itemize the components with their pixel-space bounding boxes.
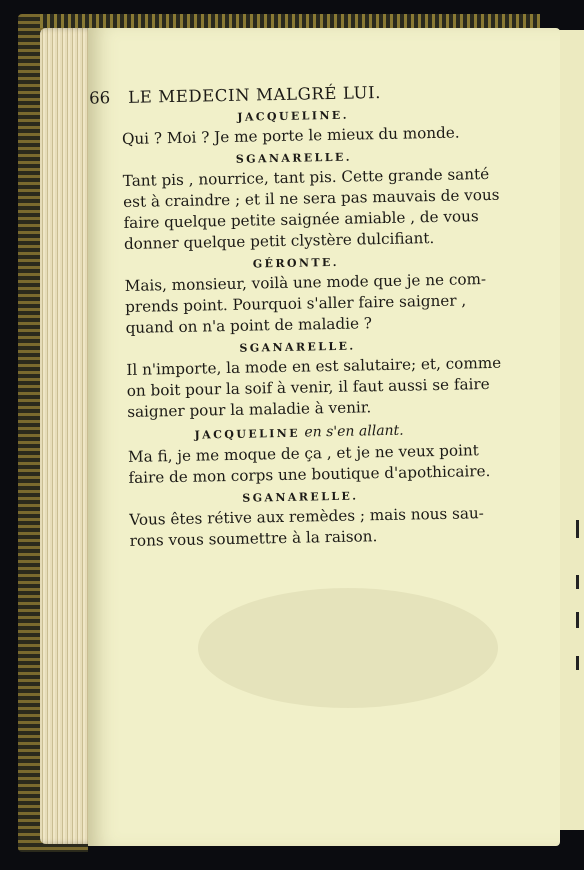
text-line: Il n'importe, la mode en est salutaire; et, comme [126, 353, 502, 379]
text-line: saigner pour la maladie à venir. [127, 398, 372, 421]
speaker-label: GÉRONTE. [252, 255, 340, 271]
page-text [89, 81, 502, 551]
text-line: quand on n'a point de maladie ? [125, 314, 373, 337]
text-line: est à craindre ; et il ne sera pas mauvais de vous [123, 185, 500, 211]
text-line: faire de mon corps une boutique d'apothicaire. [128, 461, 491, 487]
text-line: prends point. Pourquoi s'aller faire saigner , [125, 291, 467, 316]
text-line: donner quelque petit clystère dulcifiant. [123, 229, 435, 253]
text-line: Vous êtes rétive aux remèdes ; mais nous sau- [129, 504, 484, 529]
speaker-label: JACQUELINE. [237, 108, 349, 124]
text-line: faire quelque petite saignée amiable , de vous [123, 207, 479, 232]
text-line: Mais, monsieur, voilà une mode que je ne com- [124, 270, 487, 295]
text-line: rons vous soumettre à la raison. [129, 527, 378, 550]
speaker-label: SGANARELLE. [242, 489, 359, 505]
facing-page-mark [576, 575, 579, 589]
text-line: on boit pour la soif à venir, il faut aussi se faire [126, 374, 490, 400]
text-line: Tant pis , nourrice, tant pis. Cette grande santé [122, 164, 490, 190]
bleed-through [198, 588, 498, 708]
speaker-label: SGANARELLE. [235, 150, 353, 166]
stage-direction: en s'en allant. [299, 422, 404, 441]
facing-page-mark [576, 520, 579, 538]
speaker-label: SGANARELLE. [239, 339, 356, 355]
gilt-border [40, 14, 540, 28]
facing-page-edge [558, 30, 584, 830]
running-title: LE MEDECIN MALGRÉ LUI. [127, 83, 382, 107]
text-line: Qui ? Moi ? Je me porte le mieux du monde. [121, 123, 460, 148]
facing-page-mark [576, 612, 579, 628]
text-line: Ma fi, je me moque de ça , et je ne veux point [127, 441, 479, 466]
dialogue [121, 106, 502, 552]
page-number: 66 [89, 88, 111, 108]
speaker-label: JACQUELINE [194, 426, 301, 442]
facing-page-mark [576, 656, 579, 670]
